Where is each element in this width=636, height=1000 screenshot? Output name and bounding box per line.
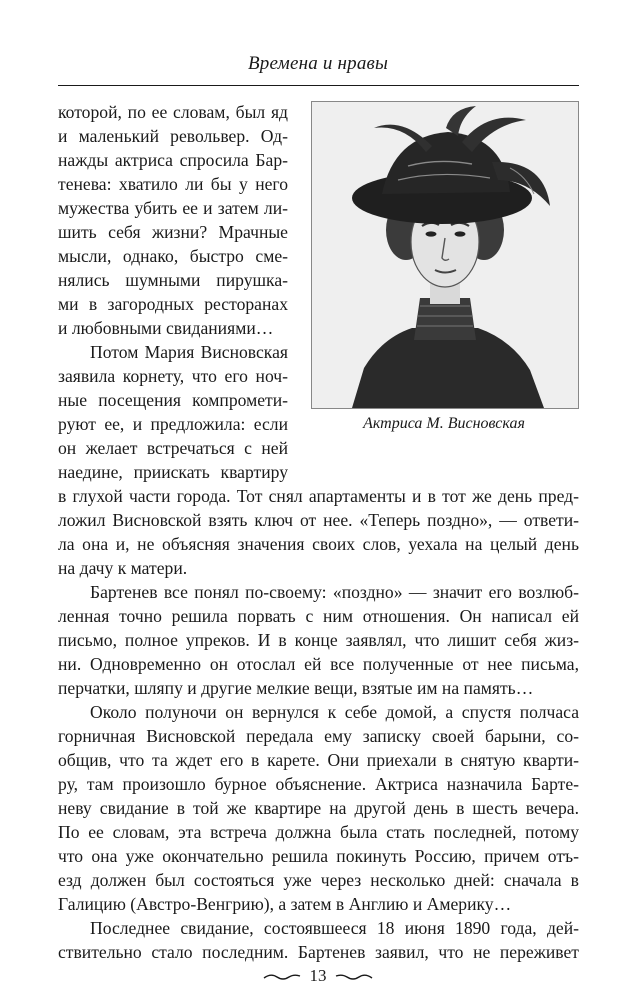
text-line: ствительно стало последним. Бартенев заявил, что не переживет	[58, 942, 579, 962]
text-line: ла она и, не объясняя значения своих слов, уехала на целый день	[58, 534, 579, 554]
page-number: 13	[309, 966, 327, 985]
text-line: руют ее, и предложила: если	[58, 414, 288, 434]
text-line: По ее словам, эта встреча должна была стать последней, потому	[58, 822, 579, 842]
text-line: мысли, однако, быстро сме-	[58, 246, 288, 266]
text-line: горничная Висновской передала ему записку своей барыни, со-	[58, 726, 579, 746]
text-line: тенева: хватило ли бы у него	[58, 174, 288, 194]
page-footer	[0, 966, 636, 986]
right-swash-ornament	[335, 972, 373, 982]
text-line: и любовными свиданиями…	[58, 318, 274, 338]
text-line: шить себя жизни? Мрачные	[58, 222, 288, 242]
figure-caption: Актриса М. Висновская	[363, 415, 525, 432]
text-line: общив, что та ждет его в карете. Они приехали в снятую кварти-	[58, 750, 579, 770]
text-line: наедине, приискать квартиру	[58, 462, 288, 482]
text-line: ру, там произошло бурное объяснение. Актриса назначила Барте-	[58, 774, 579, 794]
header-rule	[58, 85, 579, 86]
text-line: Бартенев все понял по-своему: «поздно» — значит его возлюб-	[90, 582, 579, 602]
text-line: неву свидание в той же квартире на другой день в шесть вечера.	[58, 798, 579, 818]
text-line: письмо, полное упреков. И в конце заявлял, что лишит себя жиз-	[58, 630, 579, 650]
text-line: ленная точно решила порвать с ним отношения. Он написал ей	[58, 606, 579, 626]
text-line: перчатки, шляпу и другие мелкие вещи, взятые им на память…	[58, 678, 534, 698]
text-line: ни. Одновременно он отослал ей все полученные от нее письма,	[58, 654, 579, 674]
text-line: заявила корнету, что его ноч-	[58, 366, 288, 386]
text-line: Около полуночи он вернулся к себе домой, а спустя полчаса	[90, 702, 579, 722]
text-line: Последнее свидание, состоявшееся 18 июня 1890 года, дей-	[90, 918, 579, 938]
text-line: которой, по ее словам, был яд	[58, 102, 288, 122]
text-line: нялись шумными пирушка-	[58, 270, 288, 290]
text-line: езд должен был состояться уже через несколько дней: сначала в	[58, 870, 579, 890]
text-line: ми в загородных ресторанах	[58, 294, 288, 314]
text-line: он желает встречаться с ней	[58, 438, 288, 458]
text-line: Потом Мария Висновская	[90, 342, 288, 362]
text-line: ложил Висновской взять ключ от нее. «Теперь поздно», — ответи-	[58, 510, 579, 530]
portrait-illustration	[311, 101, 579, 409]
text-line: на дачу к матери.	[58, 558, 188, 578]
text-line: и маленький револьвер. Од-	[58, 126, 288, 146]
text-line: нажды актриса спросила Бар-	[58, 150, 288, 170]
running-head: Времена и нравы	[247, 53, 389, 74]
text-line: что она уже окончательно решила покинуть Россию, причем отъ-	[58, 846, 579, 866]
text-line: Галицию (Австро-Венгрию), а затем в Англию и Америку…	[58, 894, 512, 914]
text-line: мужества убить ее и затем ли-	[58, 198, 288, 218]
text-line: ные посещения компромети-	[58, 390, 288, 410]
text-line: в глухой части города. Тот снял апартаменты и в тот же день пред-	[58, 486, 579, 506]
left-swash-ornament	[263, 972, 301, 982]
